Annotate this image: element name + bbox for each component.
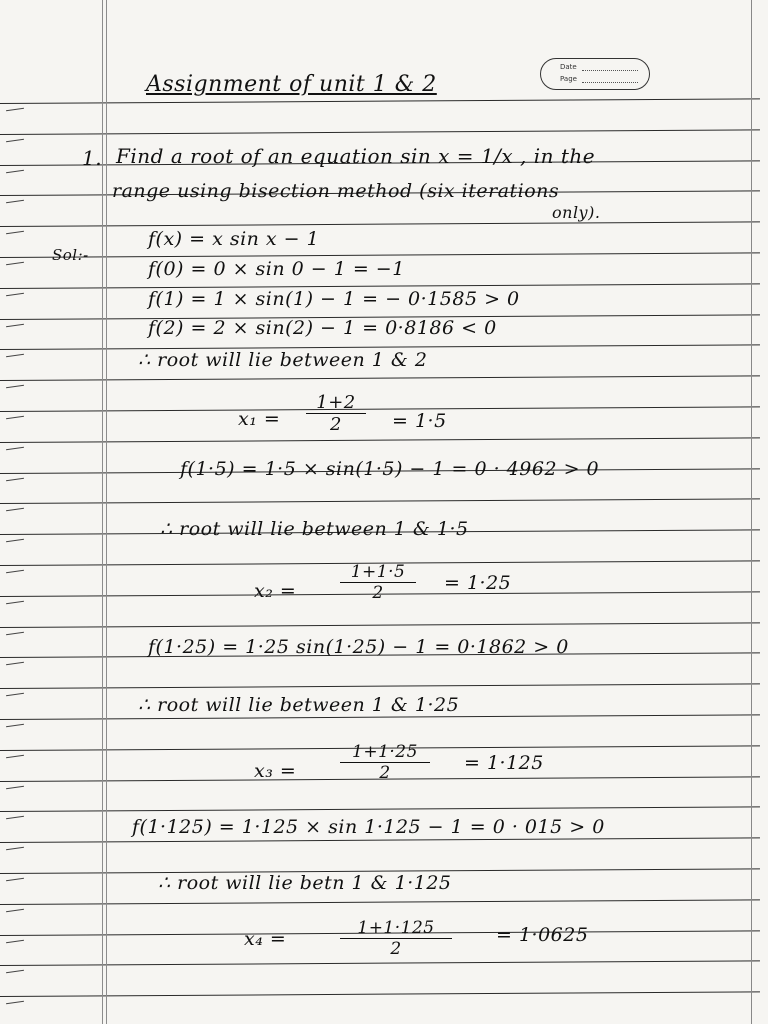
ruled-line xyxy=(0,899,760,905)
iteration-3-result: = 1·125 xyxy=(464,752,544,774)
ruled-line xyxy=(0,129,760,135)
conclusion-3: ∴ root will lie betn 1 & 1·125 xyxy=(158,872,452,894)
margin-tick xyxy=(6,816,24,819)
iteration-3-fraction xyxy=(340,742,430,783)
ruled-line xyxy=(0,684,760,690)
margin-tick xyxy=(6,662,24,665)
margin-tick xyxy=(6,755,24,758)
iteration-4-numerator: 1+1·125 xyxy=(340,918,452,939)
margin-tick xyxy=(6,631,24,634)
margin-tick xyxy=(6,847,24,850)
step-1: f(x) = x sin x − 1 xyxy=(148,228,320,250)
ruled-line xyxy=(0,622,760,628)
question-line-1: Find a root of an equation sin x = 1/x , in the xyxy=(116,144,596,168)
margin-tick xyxy=(6,108,24,111)
question-line-3: only). xyxy=(552,203,601,222)
margin-tick xyxy=(6,939,24,942)
question-line-2: range using bisection method (six iterations xyxy=(112,180,560,202)
iteration-3-label: x₃ = xyxy=(254,760,297,782)
margin-tick xyxy=(6,477,24,480)
iteration-3-denominator: 2 xyxy=(379,763,391,783)
ruled-line xyxy=(0,807,760,813)
ruled-line xyxy=(0,961,760,967)
margin-tick xyxy=(6,262,24,265)
margin-tick xyxy=(6,909,24,912)
margin-tick xyxy=(6,970,24,973)
iteration-3-numerator: 1+1·25 xyxy=(340,742,430,763)
ruled-line xyxy=(0,499,760,505)
margin-tick xyxy=(6,447,24,450)
margin-tick xyxy=(6,416,24,419)
margin-line xyxy=(102,0,103,1024)
ruled-line xyxy=(0,376,760,382)
step-3: f(1) = 1 × sin(1) − 1 = − 0·1585 > 0 xyxy=(148,288,520,310)
margin-tick xyxy=(6,508,24,511)
question-number: 1. xyxy=(82,146,103,170)
solution-label: Sol:- xyxy=(52,246,89,264)
margin-tick xyxy=(6,200,24,203)
ruled-line xyxy=(0,437,760,443)
margin-tick xyxy=(6,1001,24,1004)
page-title: Assignment of unit 1 & 2 xyxy=(146,72,437,97)
ruled-line xyxy=(0,838,760,844)
margin-tick xyxy=(6,293,24,296)
ruled-line xyxy=(0,98,760,104)
iteration-2-numerator: 1+1·5 xyxy=(340,562,416,583)
evaluation-1: f(1·5) = 1·5 × sin(1·5) − 1 = 0 · 4962 > 0 xyxy=(180,458,600,480)
step-5: ∴ root will lie between 1 & 2 xyxy=(138,349,428,371)
evaluation-2: f(1·25) = 1·25 sin(1·25) − 1 = 0·1862 > 0 xyxy=(148,636,569,658)
iteration-4-fraction xyxy=(340,918,452,959)
margin-tick xyxy=(6,539,24,542)
margin-tick xyxy=(6,785,24,788)
page-label: Page xyxy=(560,75,577,83)
iteration-2-result: = 1·25 xyxy=(444,572,512,594)
ruled-line xyxy=(0,222,760,228)
iteration-2-fraction xyxy=(340,562,416,603)
evaluation-3: f(1·125) = 1·125 × sin 1·125 − 1 = 0 · 015 > 0 xyxy=(132,816,605,838)
iteration-4-denominator: 2 xyxy=(390,939,402,959)
page-edge-line xyxy=(751,0,752,1024)
margin-line-2 xyxy=(106,0,107,1024)
margin-tick xyxy=(6,601,24,604)
iteration-2-label: x₂ = xyxy=(254,580,297,602)
iteration-1-fraction xyxy=(306,392,366,435)
margin-tick xyxy=(6,385,24,388)
margin-tick xyxy=(6,169,24,172)
margin-tick xyxy=(6,231,24,234)
margin-tick xyxy=(6,354,24,357)
margin-tick xyxy=(6,693,24,696)
date-label: Date xyxy=(560,63,577,71)
ruled-line xyxy=(0,992,760,998)
iteration-1-label: x₁ = xyxy=(238,408,281,430)
margin-tick xyxy=(6,724,24,727)
iteration-4-label: x₄ = xyxy=(244,928,287,950)
conclusion-2: ∴ root will lie between 1 & 1·25 xyxy=(138,694,460,716)
margin-tick xyxy=(6,323,24,326)
iteration-2-denominator: 2 xyxy=(372,583,384,603)
step-2: f(0) = 0 × sin 0 − 1 = −1 xyxy=(148,258,405,280)
iteration-1-numerator: 1+2 xyxy=(306,392,366,414)
ruled-line xyxy=(0,406,760,412)
conclusion-1: ∴ root will lie between 1 & 1·5 xyxy=(160,518,469,540)
margin-tick xyxy=(6,878,24,881)
step-4: f(2) = 2 × sin(2) − 1 = 0·8186 < 0 xyxy=(148,317,497,339)
iteration-4-result: = 1·0625 xyxy=(496,924,589,946)
margin-tick xyxy=(6,139,24,142)
margin-tick xyxy=(6,570,24,573)
iteration-1-result: = 1·5 xyxy=(392,410,447,432)
date-page-stamp xyxy=(534,54,654,94)
iteration-1-denominator: 2 xyxy=(330,414,342,435)
